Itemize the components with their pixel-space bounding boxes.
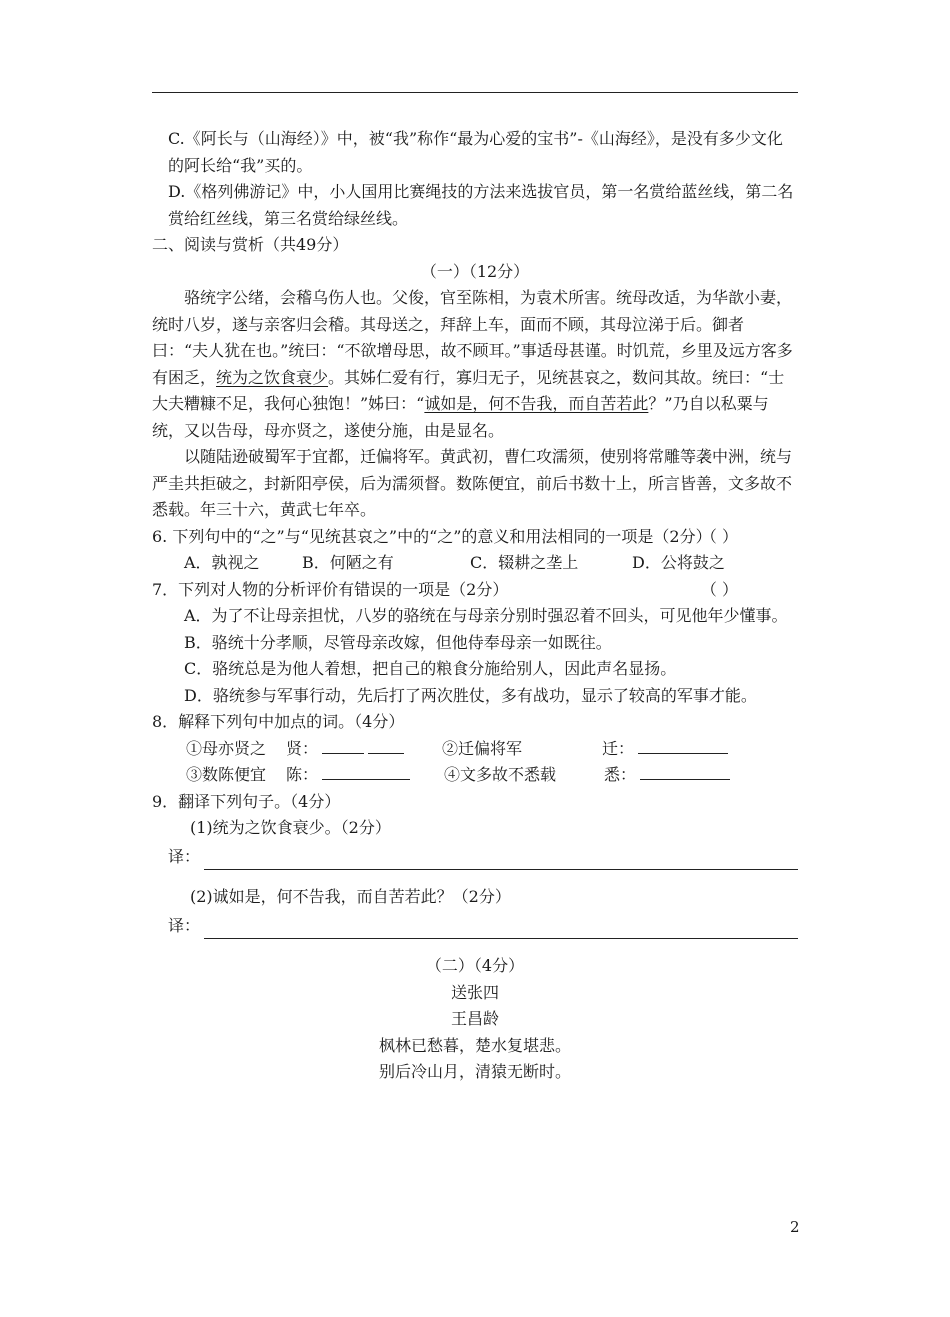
q8-item-2-blank[interactable] bbox=[638, 737, 728, 754]
q8-item-1-blank[interactable] bbox=[322, 737, 364, 754]
q8-item-4-blank[interactable] bbox=[640, 763, 730, 780]
question-9-stem: 9．翻译下列句子。（4分） bbox=[152, 791, 341, 811]
q8-row-1 bbox=[152, 736, 798, 763]
passage-text: 。其姊仁爱有行，寡归无子，见统甚哀之，数问其故。统曰：“士大夫糟糠不足，我何心独饱！”姊曰：“ bbox=[152, 367, 785, 413]
q9-sentence-1: (1)统为之饮食衰少。（2分） bbox=[190, 818, 391, 837]
passage-paragraph-2: 以随陆逊破蜀军于宜都，迁偏将军。黄武初，曹仁攻濡须，使别将常雕等袭中洲，统与严圭共拒破之，封新阳亭侯，后为濡须督。数陈便宜，前后书数十上，所言皆善，文多故不悉载。年三十六，黄武七年卒。 bbox=[152, 447, 793, 519]
q8-item-1-blank-2[interactable] bbox=[368, 737, 404, 754]
passage-paragraph-1 bbox=[152, 285, 798, 444]
passage-text: ？”乃自以私粟与统，又以告母，母亦贤之，遂使分施，由是显名。 bbox=[152, 394, 769, 440]
q9-answer-2-label: 译： bbox=[168, 915, 201, 935]
q8-item-1-word: 贤： bbox=[286, 738, 319, 758]
part-1-title: （一）（12分） bbox=[420, 261, 530, 281]
poem-line-1: 枫林已愁暮，楚水复堪悲。 bbox=[378, 1035, 571, 1055]
q8-item-3-sentence: ③数陈便宜 bbox=[186, 765, 267, 784]
question-7-stem-row bbox=[152, 577, 798, 604]
question-6-answer-paren: （ ） bbox=[700, 526, 738, 546]
q9-answer-1-line[interactable] bbox=[204, 849, 798, 870]
q8-item-2-word: 迁： bbox=[602, 738, 635, 758]
question-7-answer-paren: （ ） bbox=[700, 579, 738, 599]
q8-item-4-sentence: ④文多故不悉载 bbox=[444, 765, 557, 784]
q6-option-c: C．辍耕之垄上 bbox=[470, 553, 579, 572]
option-d-text: D.《格列佛游记》中，小人国用比赛绳技的方法来选拔官员，第一名赏给蓝丝线，第二名赏给红丝线，第三名赏给绿丝线。 bbox=[168, 182, 794, 228]
q7-option-c: C．骆统总是为他人着想，把自己的粮食分施给别人，因此声名显扬。 bbox=[184, 659, 677, 678]
q6-option-b: B．何陋之有 bbox=[302, 553, 394, 572]
q7-option-b: B．骆统十分孝顺，尽管母亲改嫁，但他侍奉母亲一如既往。 bbox=[184, 632, 612, 652]
question-6-stem: 6. 下列句中的“之”与“见统甚哀之”中的“之”的意义和用法相同的一项是（2分） bbox=[152, 526, 712, 546]
q9-answer-2-line[interactable] bbox=[204, 918, 798, 939]
q6-option-d: D．公将鼓之 bbox=[632, 553, 725, 572]
page-number: 2 bbox=[790, 1218, 800, 1236]
q8-item-2-sentence: ②迁偏将军 bbox=[442, 738, 523, 758]
poem-line-2: 别后冷山月，清猿无断时。 bbox=[378, 1062, 571, 1081]
underlined-sentence-1: 统为之饮食衰少 bbox=[216, 367, 329, 387]
q8-item-3-word: 陈： bbox=[286, 765, 319, 784]
question-8-stem: 8．解释下列句中加点的词。（4分） bbox=[152, 712, 405, 731]
underlined-sentence-2: 诚如是，何不告我，而自苦若此 bbox=[424, 394, 649, 413]
option-c-text: C.《阿长与（山海经）》中，被“我”称作“最为心爱的宝书”-《山海经》，是没有多少文化的阿长给“我”买的。 bbox=[168, 129, 783, 175]
question-7-stem: 7．下列对人物的分析评价有错误的一项是（2分） bbox=[152, 579, 509, 599]
poem-title: 送张四 bbox=[450, 982, 499, 1002]
exam-page bbox=[152, 126, 798, 1086]
part-2-title: （二）（4分） bbox=[425, 956, 525, 975]
passage-text: 骆统字公绪，会稽乌伤人也。父俊，官至陈相，为袁术所害。统母改适，为华歆小妻，统时八岁，遂与亲客归会稽。其母送之，拜辞上车，面而不顾，其母泣涕于后。御者曰：“夫人犹在也。”统曰：“不欲增母思，故不顾耳。”事适母甚谨。时饥荒，乡里及远方客多有困乏， bbox=[152, 288, 793, 387]
q8-item-4-word: 悉： bbox=[604, 765, 637, 784]
q9-answer-1-label: 译： bbox=[168, 846, 201, 866]
section-2-title: 二、阅读与赏析（共49分） bbox=[152, 235, 349, 254]
q7-option-a: A．为了不让母亲担忧，八岁的骆统在与母亲分别时强忍着不回头，可见他年少懂事。 bbox=[184, 606, 788, 625]
question-6-options bbox=[152, 550, 798, 577]
q6-option-a: A．孰视之 bbox=[184, 553, 260, 572]
q7-option-d: D．骆统参与军事行动，先后打了两次胜仗，多有战功，显示了较高的军事才能。 bbox=[184, 685, 757, 705]
q8-row-2 bbox=[152, 762, 798, 789]
poem-author: 王昌龄 bbox=[450, 1009, 499, 1028]
header-rule bbox=[152, 92, 798, 93]
q8-item-1-sentence: ①母亦贤之 bbox=[186, 738, 267, 758]
q8-item-3-blank[interactable] bbox=[322, 763, 410, 780]
q9-answer-1-row bbox=[152, 844, 798, 871]
q9-answer-2-row bbox=[152, 913, 798, 940]
q9-sentence-2: (2)诚如是，何不告我，而自苦若此？（2分） bbox=[190, 887, 511, 906]
